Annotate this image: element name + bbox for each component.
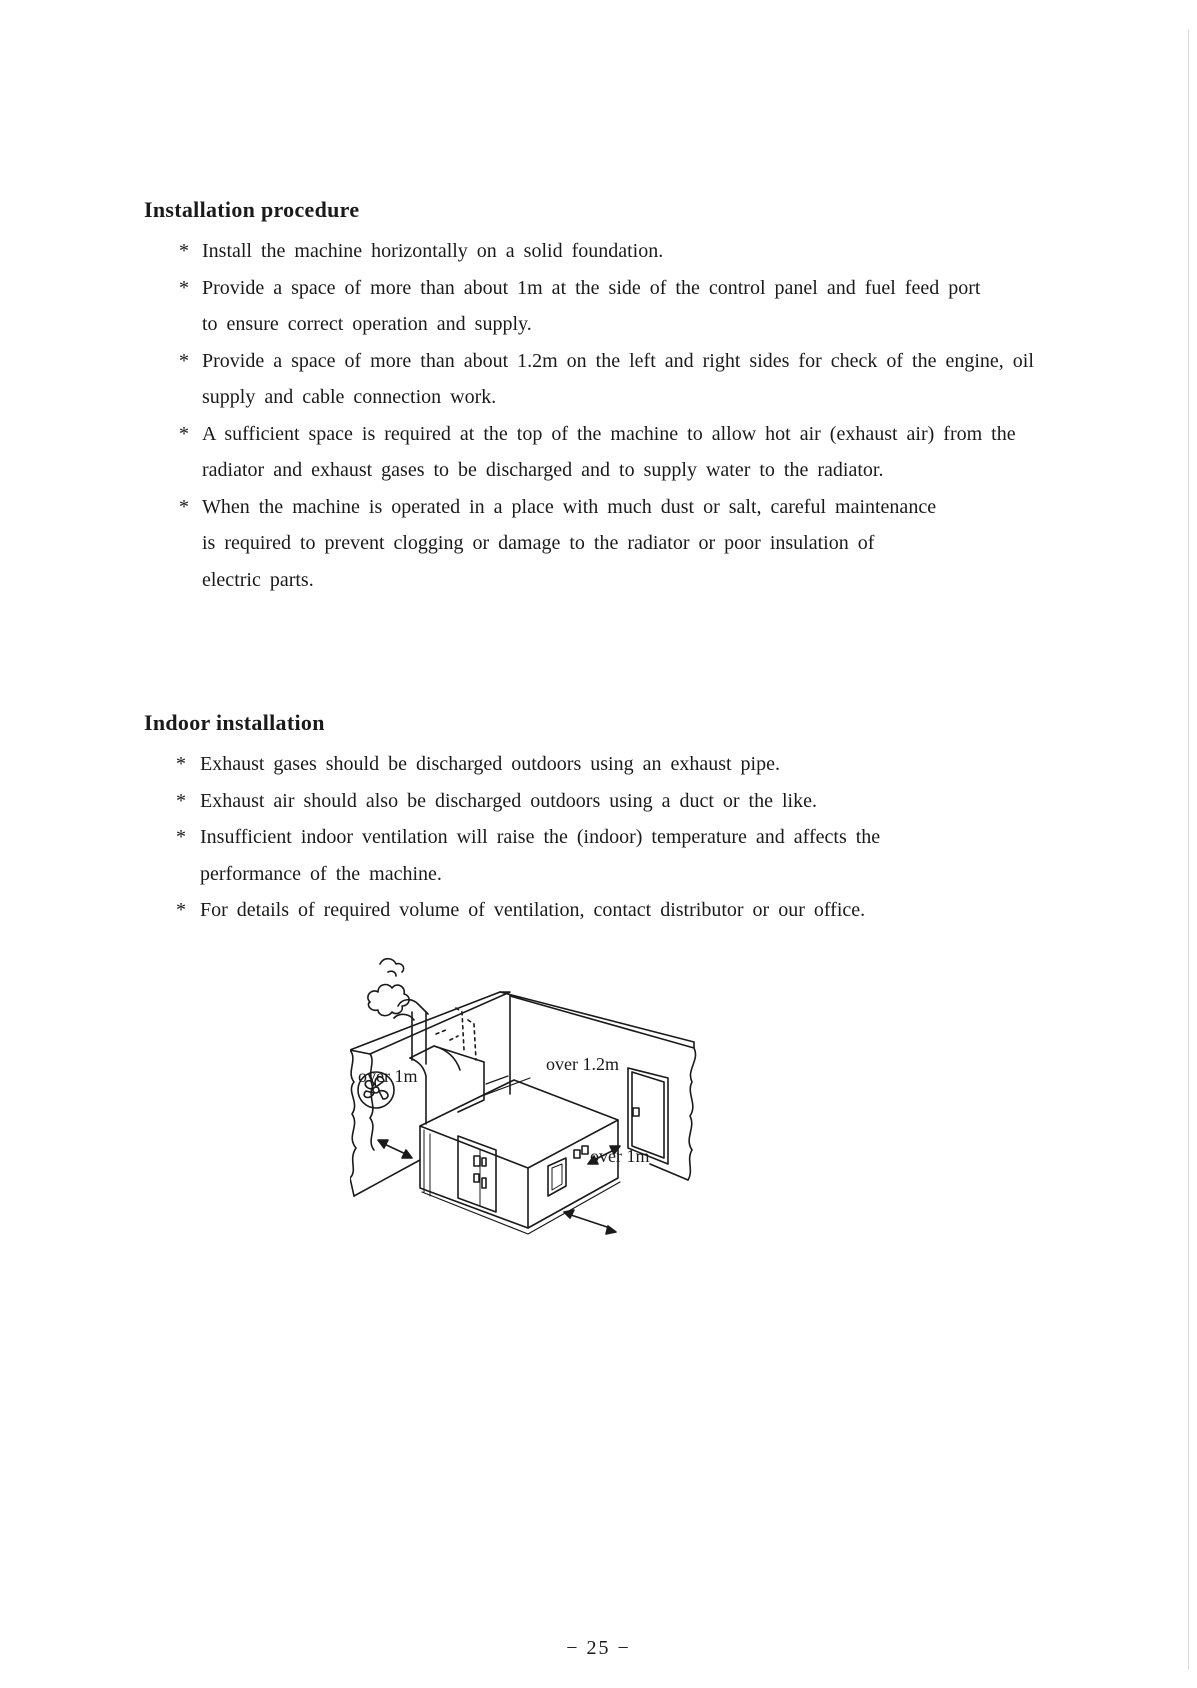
indoor-installation-illustration [350,950,770,1280]
bullet-symbol: * [179,276,189,299]
bullet-symbol: * [176,899,186,921]
bullet-symbol: * [176,789,186,812]
bullet-symbol: * [176,826,186,848]
list-item-text: Exhaust gases should be discharged outdoors using an exhaust pipe. [200,753,780,775]
page-edge-line [1188,30,1189,1670]
list-item-text: Provide a space of more than about 1m at the side of the control panel and fuel feed port to ensure correct operation and supply. [202,276,981,335]
bullet-symbol: * [179,349,189,372]
list-item [144,233,1034,270]
list-item-text: Exhaust air should also be discharged outdoors using a duct or the like. [200,789,817,812]
list-item-text: Install the machine horizontally on a solid foundation. [202,240,664,262]
bullet-symbol: * [179,495,189,518]
list-item [144,746,1044,783]
indoor-installation-section [144,708,1044,929]
indoor-installation-heading: Indoor installation [144,710,325,735]
list-item-text: A sufficient space is required at the top of the machine to allow hot air (exhaust air) from the radiator and exhaust gases to be discharged and to supply water to the radiator. [202,422,1016,481]
list-item [144,892,1044,929]
installation-procedure-heading: Installation procedure [144,197,360,222]
clearance-label-right: over 1.2m [546,1054,619,1074]
list-item [144,819,900,892]
clearance-label-left: over 1m [358,1066,418,1086]
list-item [144,416,1034,489]
exhaust-smoke-icon [368,959,409,1016]
bullet-symbol: * [176,753,186,775]
installation-procedure-section [144,195,1044,598]
bullet-symbol: * [179,240,189,262]
list-item [144,270,1002,343]
list-item-text: When the machine is operated in a place with much dust or salt, careful maintenance is required to prevent clogging or damage to the radiator or poor insulation of electric parts. [202,495,937,591]
page-number: − 25 − [566,1637,631,1659]
list-item-text: Insufficient indoor ventilation will raise the (indoor) temperature and affects the performance of the machine. [200,826,881,885]
room-generator-drawing [350,950,770,1280]
list-item [144,343,1034,416]
bullet-symbol: * [179,422,189,445]
air-duct-icon [410,1008,484,1124]
list-item [144,783,1044,820]
list-item [144,489,942,599]
list-item-text: For details of required volume of ventilation, contact distributor or our office. [200,899,866,921]
clearance-label-front: over 1m [590,1146,650,1166]
list-item-text: Provide a space of more than about 1.2m on the left and right sides for check of the engine, oil supply and cable connection work. [202,349,1034,408]
